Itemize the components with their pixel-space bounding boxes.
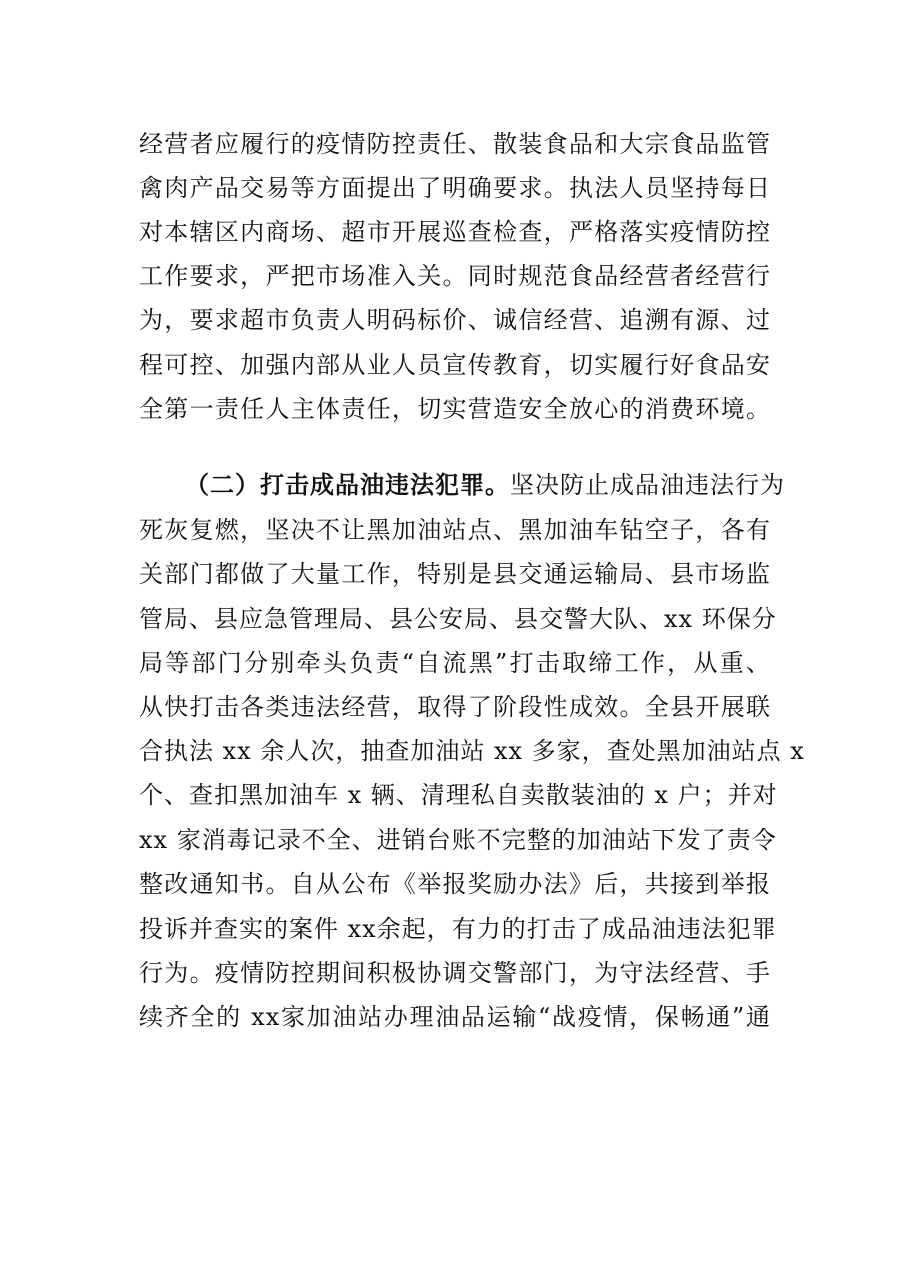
paragraph-1-line-2: 禽肉产品交易等方面提出了明确要求。执法人员坚持每日 — [139, 174, 771, 202]
paragraph-2-line-9: xx 家消毒记录不全、进销台账不完整的加油站下发了责令 — [139, 826, 777, 854]
paragraph-1-line-4: 工作要求，严把市场准入关。同时规范食品经营者经营行 — [139, 262, 771, 290]
paragraph-2-line-5: 局等部门分别牵头负责“自流黑”打击取缔工作，从重、 — [139, 649, 771, 677]
paragraph-2-line-7: 合执法 xx 余人次，抽查加油站 xx 多家，查处黑加油站点 x — [139, 737, 805, 765]
paragraph-2-line-4: 管局、县应急管理局、县公安局、县交警大队、xx 环保分 — [139, 605, 777, 633]
paragraph-2-line-1-rest: 坚决防止成品油违法行为 — [510, 471, 785, 499]
paragraph-2-line-3: 关部门都做了大量工作，特别是县交通运输局、县市场监 — [139, 560, 771, 588]
paragraph-1-line-7: 全第一责任人主体责任，切实营造安全放心的消费环境。 — [139, 395, 771, 423]
paragraph-1-line-6: 程可控、加强内部从业人员宣传教育，切实履行好食品安 — [139, 351, 771, 379]
paragraph-2-line-11: 投诉并查实的案件 xx余起，有力的打击了成品油违法犯罪 — [139, 915, 777, 943]
section-heading: （二）打击成品油违法犯罪。 — [185, 470, 510, 499]
paragraph-2-line-2: 死灰复燃，坚决不让黑加油站点、黑加油车钻空子，各有 — [139, 516, 771, 544]
paragraph-1-line-1: 经营者应履行的疫情防控责任、散装食品和大宗食品监管 — [139, 130, 771, 158]
paragraph-2-line-1 — [185, 470, 785, 500]
paragraph-1-line-5: 为，要求超市负责人明码标价、诚信经营、追溯有源、过 — [139, 306, 771, 334]
paragraph-1-line-3: 对本辖区内商场、超市开展巡查检查，严格落实疫情防控 — [139, 218, 771, 246]
paragraph-2-line-6: 从快打击各类违法经营，取得了阶段性成效。全县开展联 — [139, 693, 771, 721]
paragraph-2-line-13: 续齐全的 xx家加油站办理油品运输“战疫情，保畅通”通 — [139, 1003, 771, 1031]
paragraph-2-line-12: 行为。疫情防控期间积极协调交警部门，为守法经营、手 — [139, 959, 771, 987]
paragraph-2-line-8: 个、查扣黑加油车 x 辆、清理私自卖散装油的 x 户；并对 — [139, 781, 778, 809]
paragraph-2-line-10: 整改通知书。自从公布《举报奖励办法》后，共接到举报 — [139, 870, 771, 898]
